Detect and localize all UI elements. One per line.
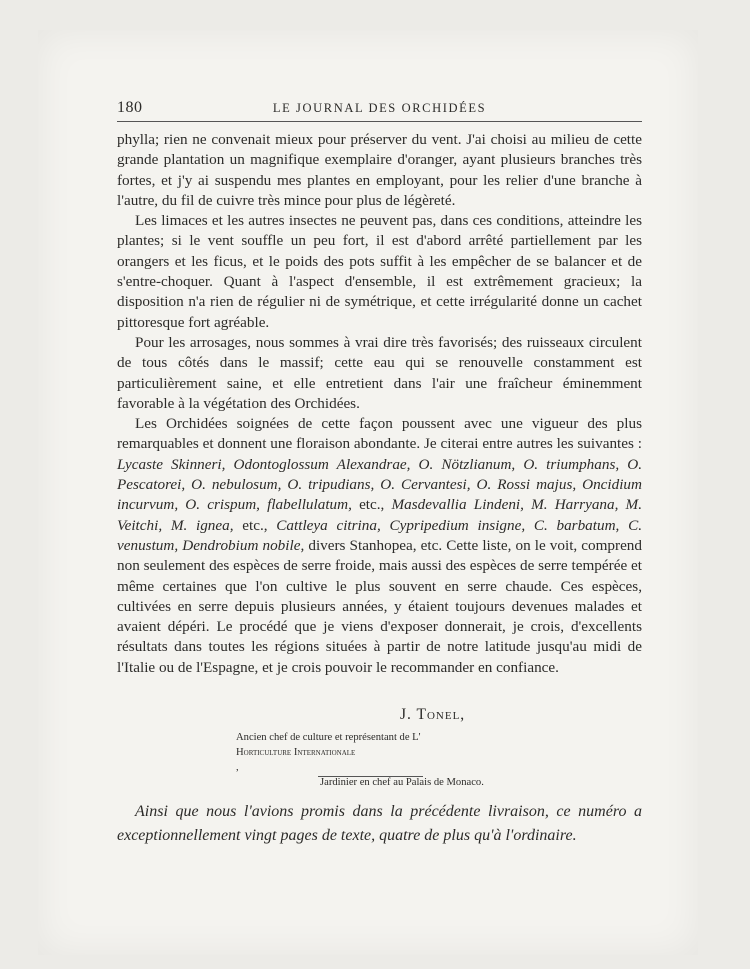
editorial-notice [117, 800, 642, 848]
author-company: Horticulture Internationale [236, 747, 356, 758]
paragraph-4 [117, 414, 642, 678]
author-title-prefix: Ancien chef de culture et représentant de L' [236, 732, 421, 743]
header-rule [117, 121, 642, 122]
paragraph-4-intro: Les Orchidées soignées de cette façon poussent avec une vigueur des plus remarquables et donnent une floraison abondante. Je citerai entre autres les suivantes : [117, 415, 642, 453]
page-number: 180 [117, 99, 143, 116]
paragraph-1-text: phylla; rien ne convenait mieux pour préserver du vent. J'ai choisi au milieu de cette grande plantation un magnifique exemplaire d'oranger, ayant plusieurs branches très fortes, et j'y ai suspendu mes plantes en employant, pour les relier d'une branche à l'autre, du fil de cuivre très mince pour plus de légèreté. [117, 131, 642, 209]
author-title [236, 730, 646, 790]
etc-1: etc., [359, 496, 385, 514]
author-title-line-2: Jardinier en chef au Palais de Monaco. [320, 777, 484, 788]
author-name: J. Tonel, [400, 706, 466, 723]
paragraph-3 [117, 333, 642, 414]
paragraph-1 [117, 130, 642, 211]
etc-2: etc., [242, 516, 268, 534]
species-list-3: Cattleya citrina, Cypripedium insigne, C. barbatum, C. venustum, Dendrobium nobile, [117, 516, 642, 554]
section-separator [318, 776, 423, 777]
author-title-comma: , [236, 762, 239, 773]
running-title: LE JOURNAL DES ORCHIDÉES [272, 101, 487, 115]
paragraph-2-text: Les limaces et les autres insectes ne peuvent pas, dans ces conditions, atteindre les plantes; si le vent souffle un peu fort, il est d'abord arrêté partiellement par les orangers et les ficus, et le poids des pots suffit à les empêcher de se balancer et de s'entre-choquer. Quant à l'aspect d'ensemble, il est extrêmement gracieux; la disposition n'a rien de régulier ni de symétrique, et cette irrégularité donne un cachet pittoresque fort agréable. [117, 212, 642, 331]
paragraph-3-text: Pour les arrosages, nous sommes à vrai dire très favorisés; des ruisseaux circulent de tous côtés dans le massif; cette eau qui se renouvelle constamment est particulièrement saine, et elle entretient dans l'air une fraîcheur éminemment favorable à la végétation des Orchidées. [117, 333, 642, 412]
author-title-line-1 [236, 730, 646, 775]
species-list-1: Lycaste Skinneri, Odontoglossum Alexandrae, O. Nötzlianum, O. triumphans, O. Pescatorei, O. nebulosum, O. tripudians, O. Cervantesi, O. Rossi majus, Oncidium incurvum, O. crispum, flabellulatum, [117, 455, 642, 514]
article-body [117, 130, 642, 678]
notice-text: Ainsi que nous l'avions promis dans la précédente livraison, ce numéro a exceptionnellement vingt pages de texte, quatre de plus qu'à l'ordinaire. [117, 803, 642, 844]
running-header [117, 99, 642, 119]
paragraph-2 [117, 211, 642, 333]
paragraph-4-rest: divers Stanhopea, etc. Cette liste, on le voit, comprend non seulement des espèces de serre froide, mais aussi des espèces de serre tempérée et même certaines que l'on cultive le plus souvent en serre chaude. Ces espèces, cultivées en serre depuis plusieurs années, y étaient toujours devenues malades et avaient dépéri. Le procédé que je viens d'exposer donnerait, je crois, d'excellents résultats dans toutes les régions situées à partir de notre latitude jusqu'au midi de l'Italie ou de l'Espagne, et je crois pouvoir le recommander en confiance. [117, 536, 642, 676]
species-list-2: Masdevallia Lindeni, M. Harryana, M. Veitchi, M. ignea, [117, 496, 642, 534]
